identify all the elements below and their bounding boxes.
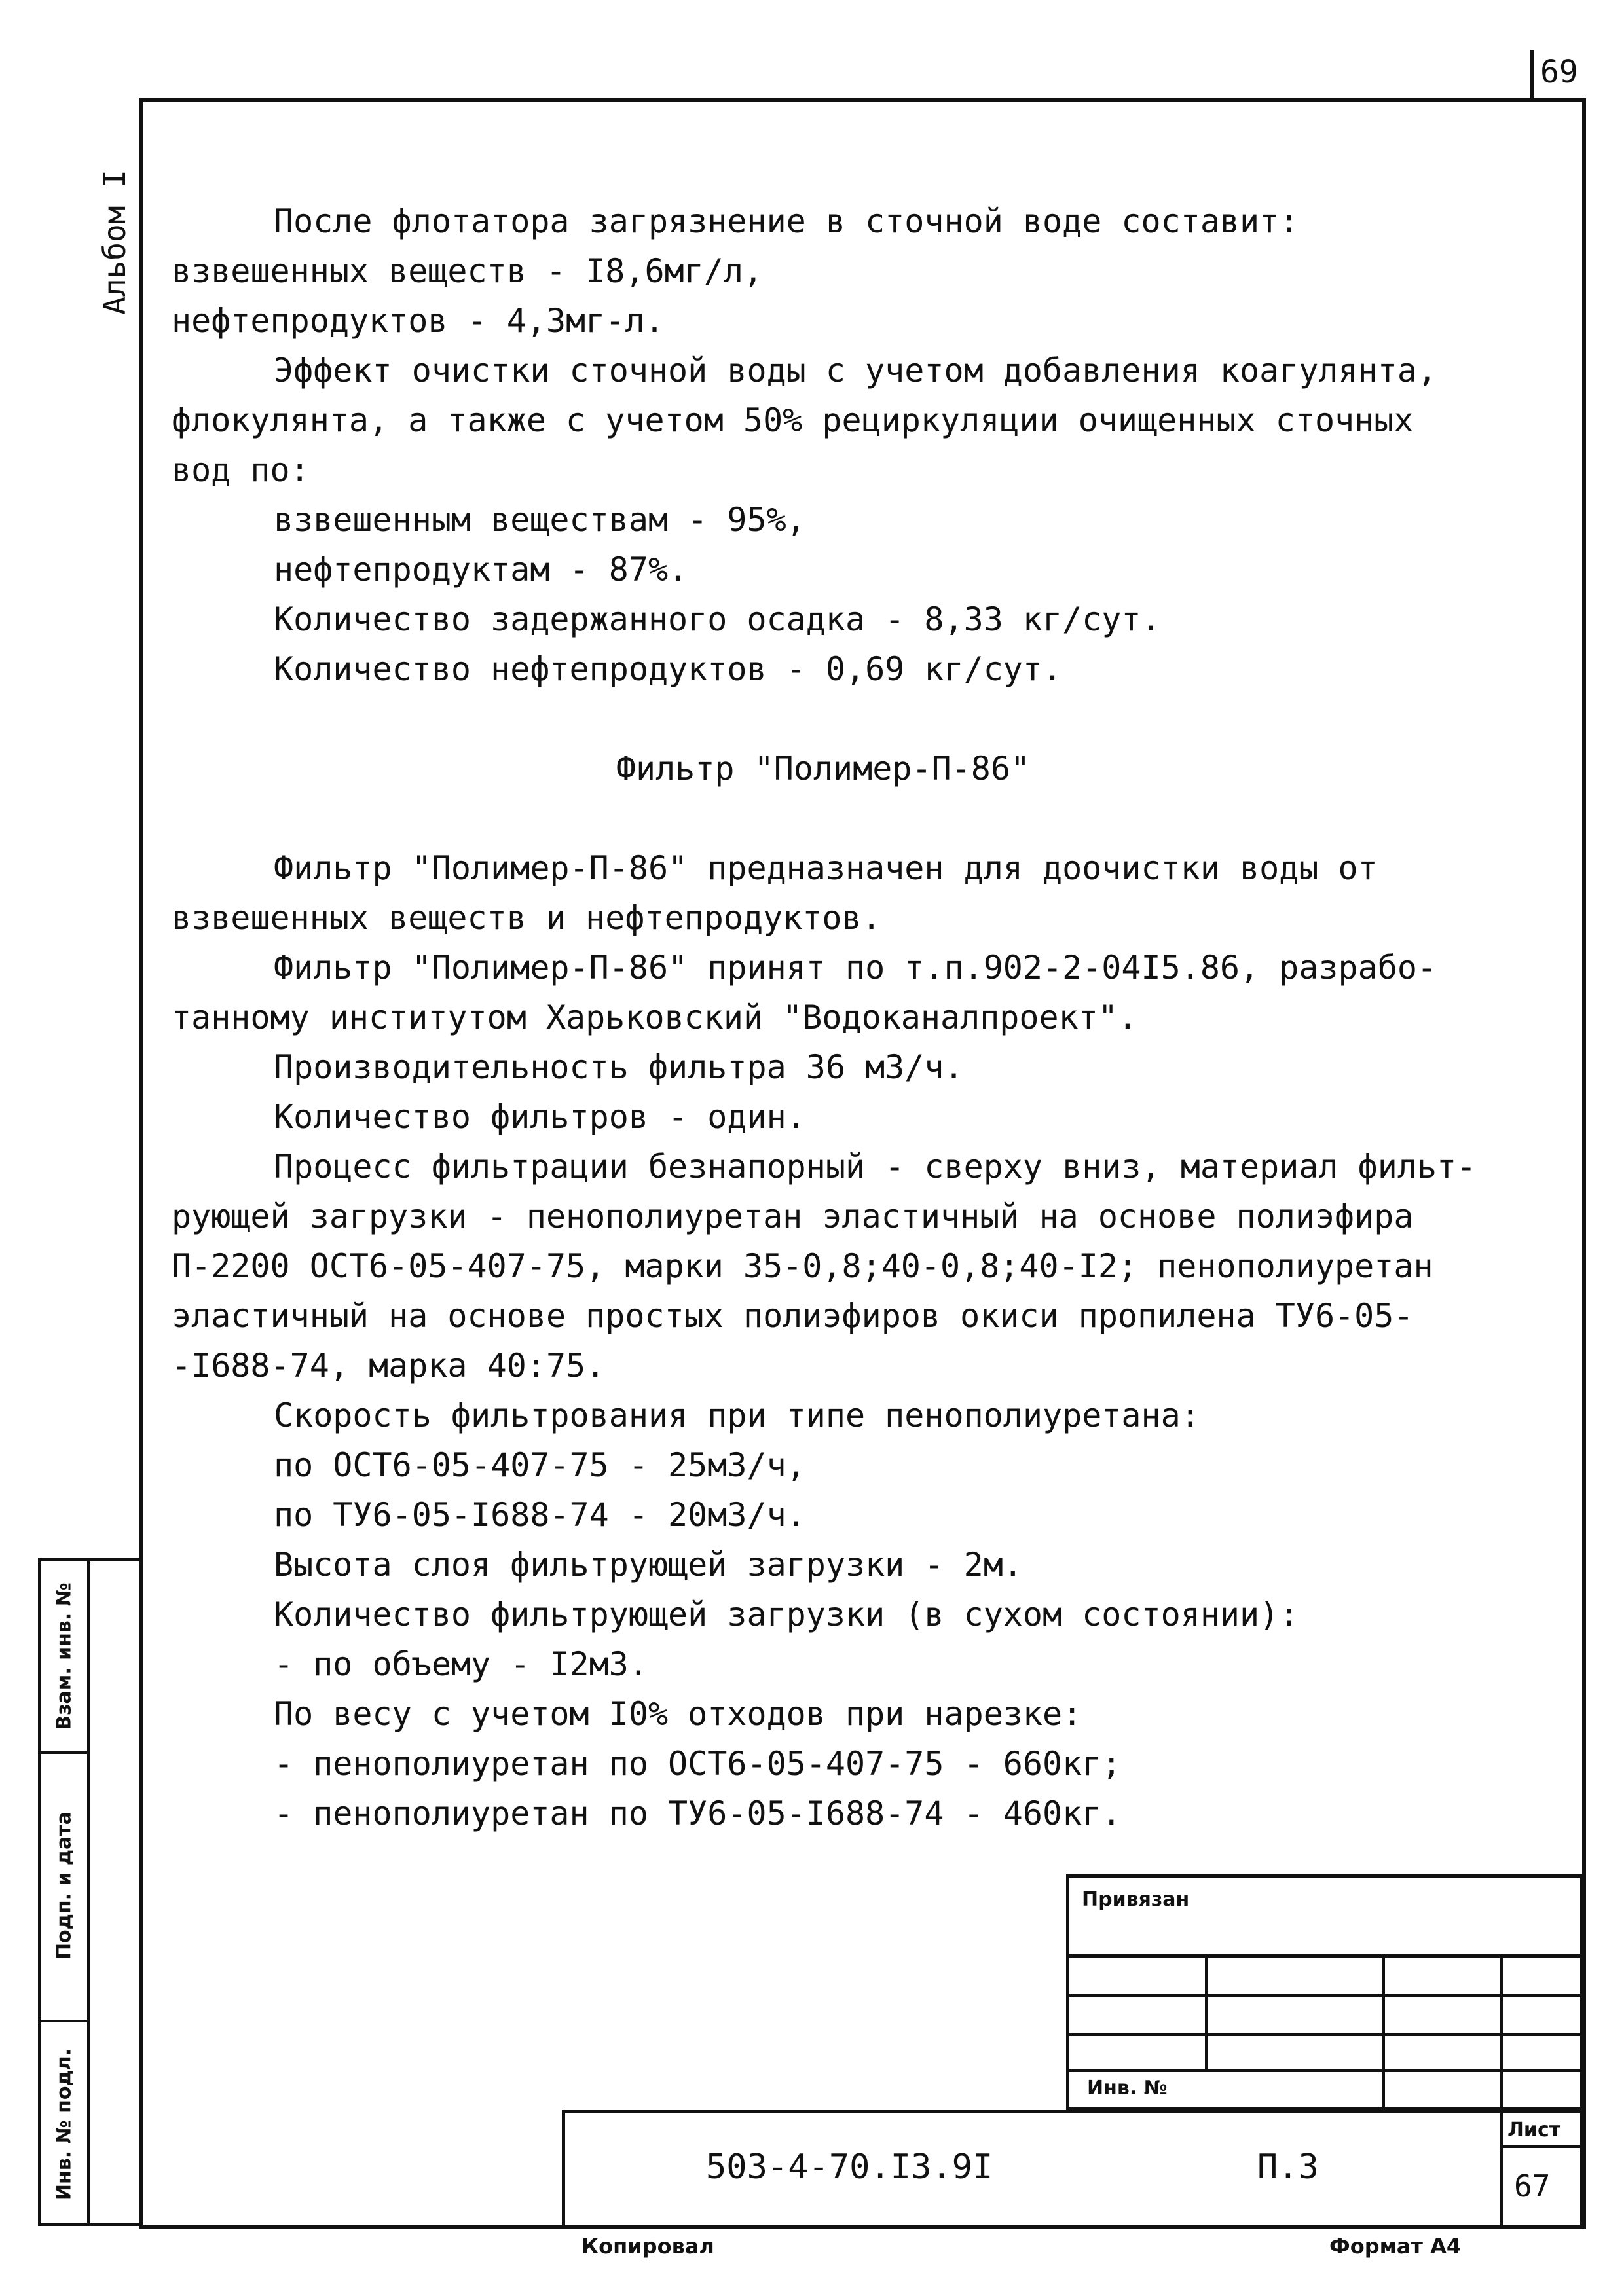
- text-line: взвешенных веществ - I8,6мг/л,: [172, 252, 764, 290]
- text-line: - по объему - I2м3.: [274, 1645, 648, 1683]
- spacer: [172, 694, 1547, 744]
- text-line: взвешенным веществам - 95%,: [274, 501, 806, 539]
- sheet-label: Лист: [1507, 2119, 1561, 2141]
- text-line: - пенополиуретан по ТУ6-05-I688-74 - 460кг.: [274, 1795, 1122, 1832]
- text-line: Эффект очистки сточной воды с учетом добавления коагулянта,: [274, 352, 1437, 390]
- text-line: Процесс фильтрации безнапорный - сверху вниз, материал фильт-: [274, 1148, 1477, 1186]
- text-line: эластичный на основе простых полиэфиров окиси пропилена ТУ6-05-: [172, 1297, 1414, 1335]
- page-number: 69: [1540, 54, 1578, 90]
- text-line: Фильтр "Полимер-П-86" принят по т.п.902-2-04I5.86, разрабо-: [274, 949, 1437, 987]
- page-number-divider: [1530, 50, 1534, 102]
- text-line: Количество нефтепродуктов - 0,69 кг/сут.: [274, 650, 1063, 688]
- text-line: П-2200 ОСТ6-05-407-75, марки 35-0,8;40-0,8;40-I2; пенополиуретан: [172, 1247, 1433, 1285]
- section-title: Фильтр "Полимер-П-86": [616, 750, 1031, 788]
- copied-label: Копировал: [581, 2234, 714, 2259]
- inv-no-label: Инв. №: [1087, 2077, 1168, 2100]
- album-label: Альбом I: [97, 170, 132, 315]
- text-line: Скорость фильтрования при типе пенополиуретана:: [274, 1396, 1200, 1434]
- text-line: по ОСТ6-05-407-75 - 25м3/ч,: [274, 1446, 806, 1484]
- text-line: танному институтом Харьковский "Водоканалпроект".: [172, 998, 1138, 1036]
- stamp-vzam-inv: Взам. инв. №: [52, 1582, 76, 1730]
- text-line: Количество задержанного осадка - 8,33 кг/сут.: [274, 600, 1161, 638]
- text-line: Количество фильтрующей загрузки (в сухом состоянии):: [274, 1595, 1299, 1633]
- margin-stamp: [38, 1558, 139, 2226]
- document-body: [172, 196, 1547, 1838]
- text-line: рующей загрузки - пенополиуретан эластичный на основе полиэфира: [172, 1197, 1414, 1235]
- spacer: [172, 793, 1547, 843]
- text-line: вод по:: [172, 451, 310, 489]
- text-line: нефтепродуктов - 4,3мг-л.: [172, 302, 665, 340]
- text-line: Высота слоя фильтрующей загрузки - 2м.: [274, 1546, 1023, 1584]
- text-line: После флотатора загрязнение в сточной воде составит:: [274, 202, 1299, 240]
- text-line: - пенополиуретан по ОСТ6-05-407-75 - 660кг;: [274, 1745, 1122, 1783]
- text-line: флокулянта, а также с учетом 50% рециркуляции очищенных сточных: [172, 401, 1414, 439]
- stamp-inv-podl: Инв. № подл.: [52, 2048, 76, 2201]
- sheet-number: 67: [1514, 2168, 1551, 2204]
- stamp-podp-data: Подп. и дата: [52, 1811, 76, 1960]
- text-line: -I688-74, марка 40:75.: [172, 1347, 606, 1385]
- text-line: Производительность фильтра 36 м3/ч.: [274, 1048, 964, 1086]
- text-line: Количество фильтров - один.: [274, 1098, 806, 1136]
- text-line: по ТУ6-05-I688-74 - 20м3/ч.: [274, 1496, 806, 1534]
- text-line: взвешенных веществ и нефтепродуктов.: [172, 899, 881, 937]
- text-line: По весу с учетом I0% отходов при нарезке:: [274, 1695, 1082, 1733]
- section-code: П.3: [1257, 2147, 1319, 2187]
- format-label: Формат А4: [1329, 2234, 1462, 2259]
- privyazan-label: Привязан: [1082, 1888, 1190, 1911]
- document-code: 503-4-70.I3.9I: [706, 2147, 993, 2187]
- text-line: Фильтр "Полимер-П-86" предназначен для доочистки воды от: [274, 849, 1378, 887]
- text-line: нефтепродуктам - 87%.: [274, 551, 688, 589]
